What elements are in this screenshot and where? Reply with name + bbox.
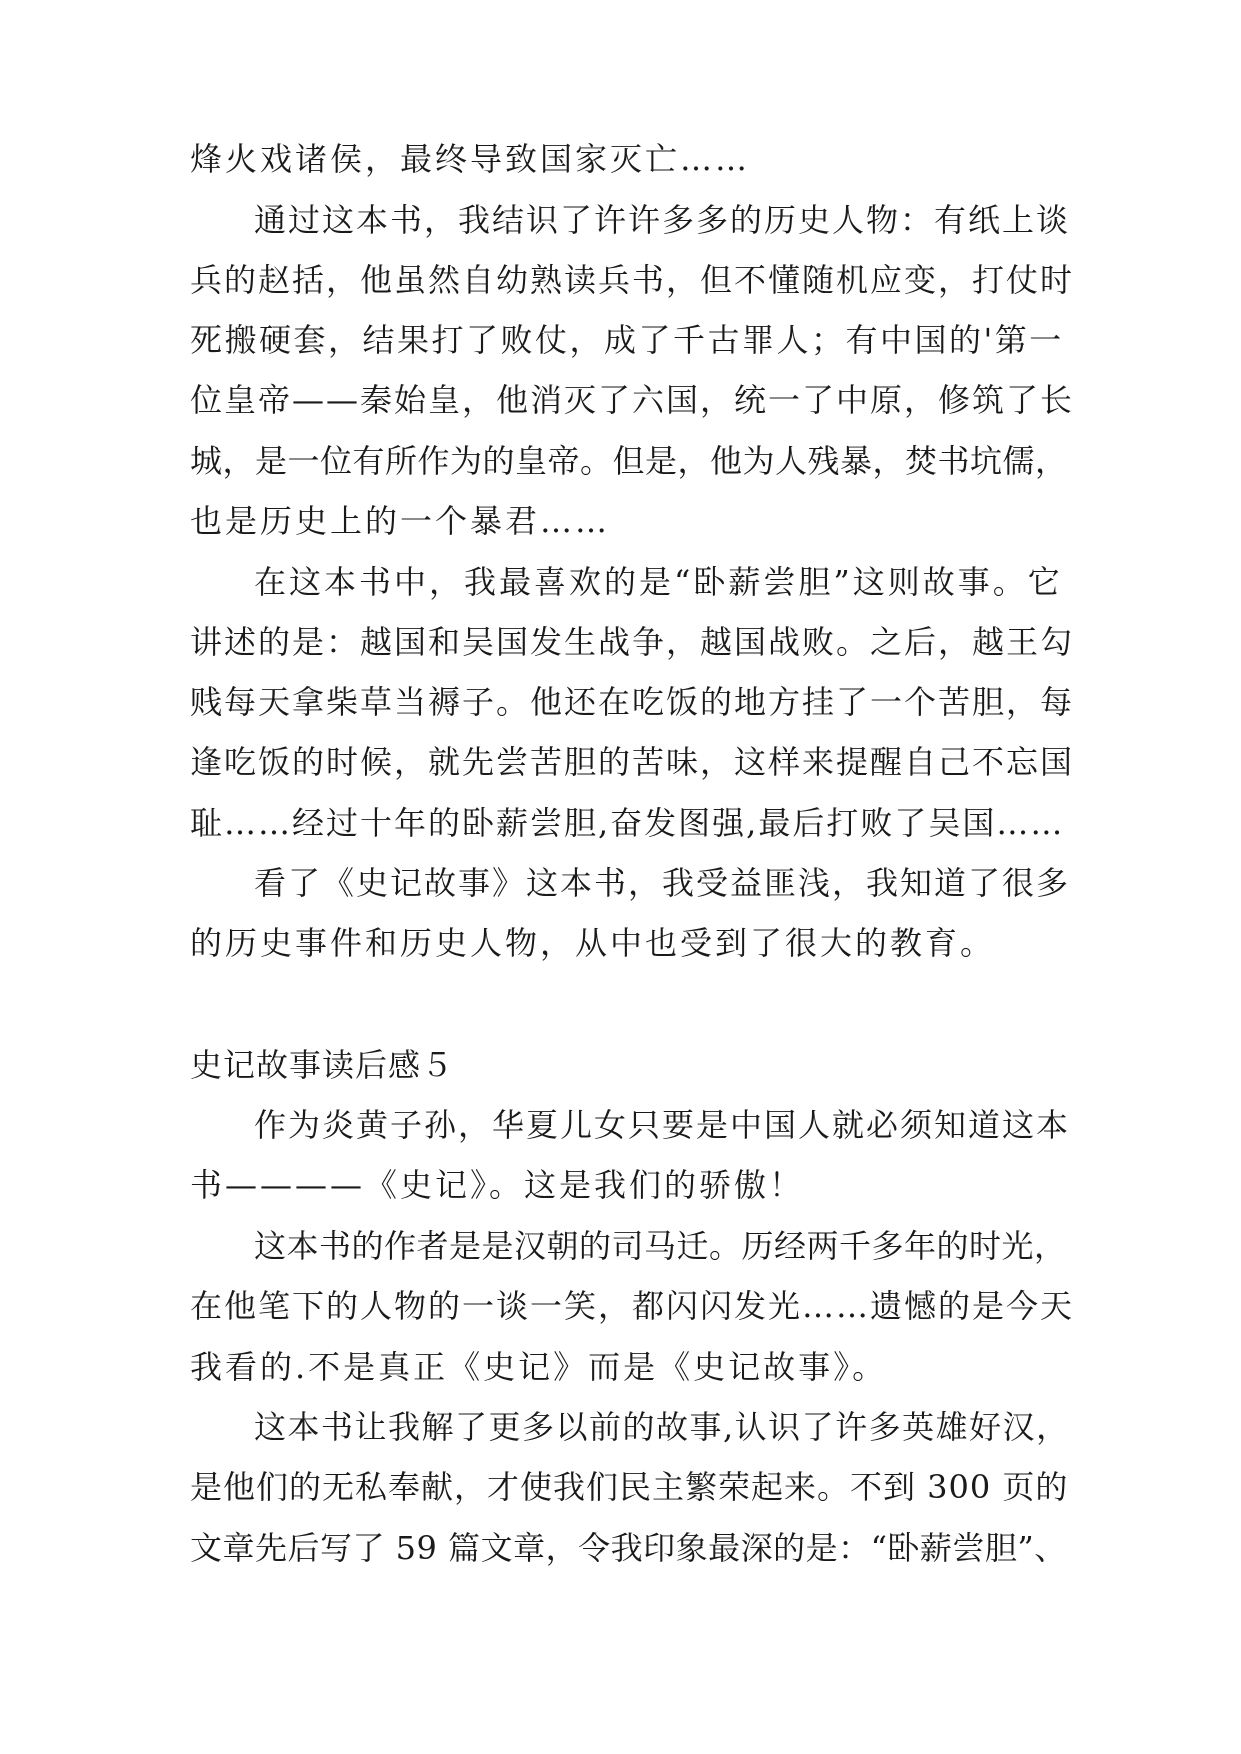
text-line: 烽火戏诸侯，最终导致国家灭亡…… — [190, 140, 751, 178]
text-line: 书————《史记》。这是我们的骄傲！ — [190, 1166, 805, 1204]
text-line: 文章先后写了 59 篇文章，令我印象最深的是：“卧薪尝胆”、 — [190, 1529, 1067, 1567]
paragraph-start-line: 这本书的作者是是汉朝的司马迁。历经两千多年的时光， — [254, 1227, 1067, 1265]
text-line: 兵的赵括，他虽然自幼熟读兵书，但不懂随机应变，打仗时 — [190, 261, 1075, 299]
text-line: 在他笔下的人物的一谈一笑，都闪闪发光……遗憾的是今天 — [190, 1287, 1075, 1325]
text-line: 耻……经过十年的卧薪尝胆,奋发图强,最后打败了吴国…… — [190, 804, 1065, 842]
text-line: 贱每天拿柴草当褥子。他还在吃饭的地方挂了一个苦胆，每 — [190, 683, 1075, 721]
text-line: 也是历史上的一个暴君…… — [190, 502, 611, 540]
text-line: 死搬硬套，结果打了败仗，成了千古罪人；有中国的'第一 — [190, 321, 1064, 359]
text-line: 逢吃饭的时候，就先尝苦胆的苦味，这样来提醒自己不忘国 — [190, 743, 1075, 781]
text-line: 城，是一位有所作为的皇帝。但是，他为人残暴，焚书坑儒， — [190, 442, 1068, 480]
paragraph-start-line: 看了《史记故事》这本书，我受益匪浅，我知道了很多 — [254, 864, 1071, 902]
text-line: 我看的.不是真正《史记》而是《史记故事》。 — [190, 1348, 888, 1386]
text-line: 讲述的是：越国和吴国发生战争，越国战败。之后，越王勾 — [190, 623, 1075, 661]
text-line: 位皇帝——秦始皇，他消灭了六国，统一了中原，修筑了长 — [190, 381, 1075, 419]
text-line: 的历史事件和历史人物，从中也受到了很大的教育。 — [190, 924, 996, 962]
paragraph-start-line: 通过这本书，我结识了许许多多的历史人物：有纸上谈 — [254, 201, 1071, 239]
text-line: 是他们的无私奉献，才使我们民主繁荣起来。不到 300 页的 — [190, 1468, 1069, 1506]
paragraph-start-line: 在这本书中，我最喜欢的是“卧薪尝胆”这则故事。它 — [254, 563, 1063, 601]
section-title: 史记故事读后感５ — [190, 1046, 455, 1084]
paragraph-start-line: 这本书让我解了更多以前的故事,认识了许多英雄好汉， — [254, 1408, 1070, 1446]
paragraph-start-line: 作为炎黄子孙，华夏儿女只要是中国人就必须知道这本 — [254, 1106, 1071, 1144]
